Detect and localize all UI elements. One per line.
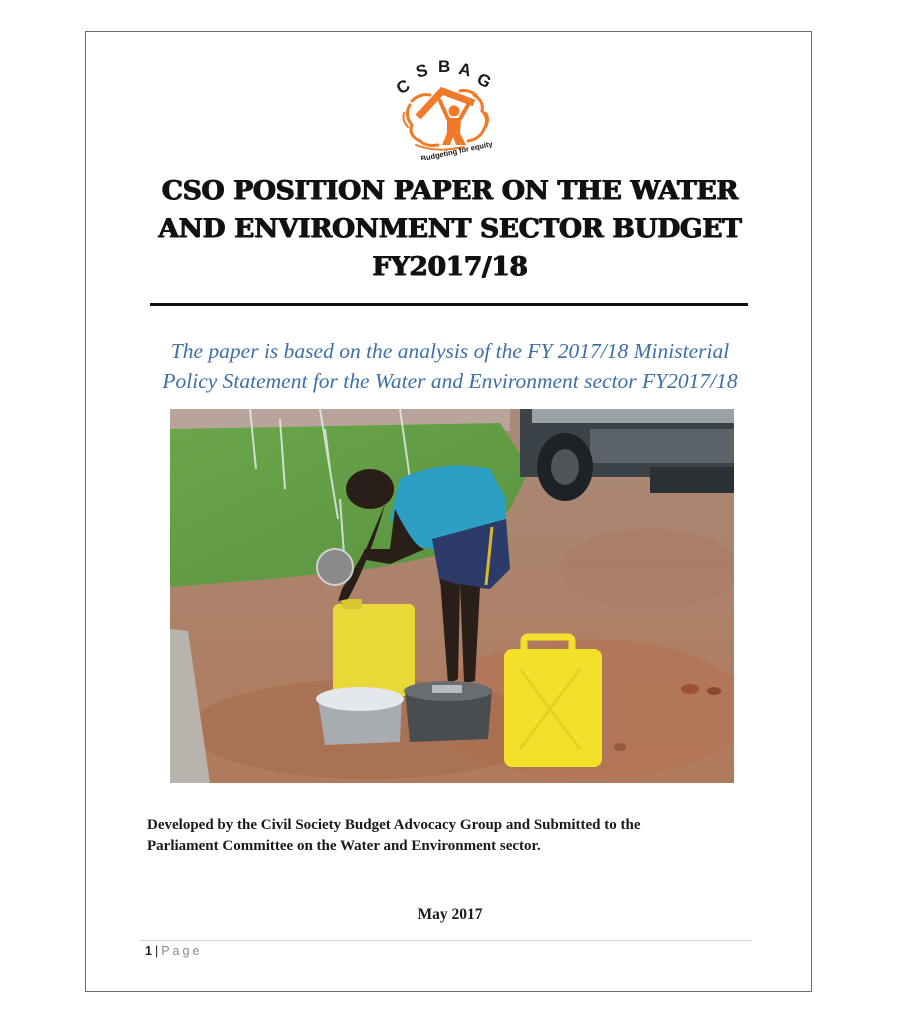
- page-footer: [145, 944, 202, 958]
- logo-letter-a: A: [456, 59, 474, 81]
- logo-letter-c: C: [393, 75, 414, 99]
- publication-date: May 2017: [417, 906, 483, 923]
- logo-letter-g: G: [473, 69, 495, 93]
- credit-line: Developed by the Civil Society Budget Advocacy Group and Submitted to the: [147, 817, 641, 833]
- subtitle-line: The paper is based on the analysis of the FY 2017/18 Ministerial: [170, 339, 730, 363]
- logo-letter-s: S: [413, 60, 430, 82]
- csbag-logo: [390, 55, 505, 160]
- subtitle-line: Policy Statement for the Water and Environment sector FY2017/18: [162, 369, 738, 393]
- title-line: AND ENVIRONMENT SECTOR BUDGET: [158, 213, 742, 244]
- title-divider: [150, 303, 748, 306]
- footer-divider: [140, 940, 752, 941]
- logo-icon: [390, 55, 505, 160]
- footer-separator: |: [154, 944, 159, 958]
- page-number: 1: [145, 944, 152, 958]
- title-line: FY2017/18: [372, 251, 528, 282]
- author-credit: [147, 815, 767, 857]
- logo-tagline: Budgeting for equity: [419, 139, 494, 160]
- title-line: CSO POSITION PAPER ON THE WATER: [161, 175, 739, 206]
- cover-photo: [170, 409, 734, 783]
- logo-letter-b: B: [438, 57, 451, 76]
- document-title: [140, 172, 760, 286]
- document-subtitle: [140, 336, 760, 396]
- page-label: Page: [161, 944, 203, 958]
- credit-line: Parliament Committee on the Water and Environment sector.: [147, 838, 541, 854]
- cover-photo-illustration: [170, 409, 734, 783]
